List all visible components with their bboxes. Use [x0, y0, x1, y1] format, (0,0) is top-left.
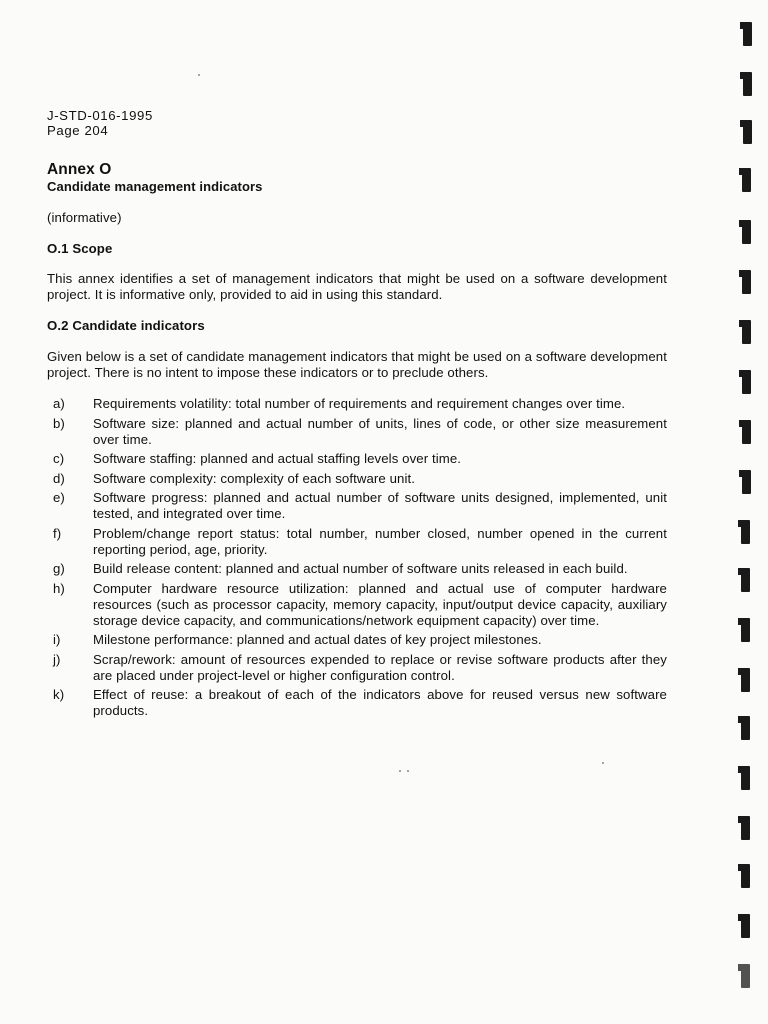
binding-hole	[741, 716, 750, 740]
list-item	[47, 471, 667, 487]
list-item	[47, 416, 667, 448]
list-item	[47, 526, 667, 558]
list-marker: e)	[53, 490, 65, 505]
binding-hole	[742, 470, 751, 494]
binding-hole	[741, 964, 750, 988]
indicators-intro: Given below is a set of candidate management indicators that might be used on a software development project. There is no intent to impose these indicators or to preclude others.	[47, 349, 667, 380]
list-item-text: Requirements volatility: total number of requirements and requirement changes over time.	[93, 396, 626, 411]
scope-heading: O.1 Scope	[47, 241, 113, 256]
list-item	[47, 561, 667, 577]
list-item-text: Software staffing: planned and actual staffing levels over time.	[93, 451, 462, 466]
list-item-text: Scrap/rework: amount of resources expended to replace or revise software products after they are placed under project-level or higher configuration control.	[93, 651, 667, 683]
scope-paragraph: This annex identifies a set of management indicators that might be used on a software development project. It is informative only, provided to aid in using this standard.	[47, 271, 667, 302]
page-content	[47, 108, 667, 723]
indicator-list	[47, 396, 667, 719]
binding-hole	[743, 72, 752, 96]
informative-note: (informative)	[47, 210, 122, 225]
scan-speck	[198, 74, 200, 76]
binding-hole	[742, 168, 751, 192]
list-item	[47, 490, 667, 522]
list-item-text: Build release content: planned and actual number of software units released in each build.	[93, 561, 628, 576]
list-marker: d)	[53, 470, 65, 486]
binding-hole	[742, 370, 751, 394]
list-item	[47, 581, 667, 629]
binding-hole	[743, 22, 752, 46]
list-item	[47, 687, 667, 719]
binding-hole	[742, 270, 751, 294]
binding-hole	[743, 120, 752, 144]
annex-title: Annex O	[47, 161, 112, 178]
binding-hole	[741, 864, 750, 888]
indicators-heading: O.2 Candidate indicators	[47, 318, 205, 333]
list-item-text: Software progress: planned and actual number of software units designed, implemented, unit tested, and integrated over time.	[93, 490, 667, 521]
list-marker: c)	[53, 451, 65, 466]
binding-hole	[741, 766, 750, 790]
list-marker: h)	[53, 580, 65, 596]
scan-speck	[602, 762, 604, 764]
binding-hole	[741, 668, 750, 692]
list-item	[47, 652, 667, 684]
binding-hole	[741, 816, 750, 840]
list-marker: j)	[53, 651, 61, 667]
binding-hole	[741, 520, 750, 544]
list-marker: g)	[53, 561, 65, 576]
list-marker: k)	[53, 687, 65, 702]
list-item-text: Effect of reuse: a breakout of each of the indicators above for reused versus new software products.	[93, 687, 667, 718]
list-marker: b)	[53, 415, 65, 431]
list-item	[47, 396, 667, 412]
list-item-text: Software size: planned and actual number of units, lines of code, or other size measurement over time.	[93, 415, 667, 447]
binding-hole	[742, 420, 751, 444]
binding-hole	[741, 618, 750, 642]
binding-spine	[728, 0, 768, 1024]
binding-hole	[742, 220, 751, 244]
binding-hole	[741, 568, 750, 592]
list-item	[47, 451, 667, 467]
scan-speck	[407, 770, 409, 772]
list-item-text: Computer hardware resource utilization: planned and actual use of computer hardware resources (such as processor capacity, memory capacity, input/output device capacity, auxiliary storage device capacity, and communications/network equipment capacity) over time.	[93, 580, 667, 628]
list-item-text: Milestone performance: planned and actual dates of key project milestones.	[93, 632, 542, 647]
list-item-text: Software complexity: complexity of each software unit.	[93, 470, 416, 486]
list-item	[47, 632, 667, 648]
list-marker: f)	[53, 525, 62, 541]
binding-hole	[741, 914, 750, 938]
list-marker: i)	[53, 632, 61, 647]
page-number: Page 204	[47, 123, 109, 138]
list-marker: a)	[53, 396, 65, 411]
document-id: J-STD-016-1995	[47, 108, 153, 123]
list-item-text: Problem/change report status: total number, number closed, number opened in the current reporting period, age, priority.	[93, 525, 667, 557]
binding-hole	[742, 320, 751, 344]
scan-speck	[399, 770, 401, 772]
annex-subtitle: Candidate management indicators	[47, 179, 263, 194]
